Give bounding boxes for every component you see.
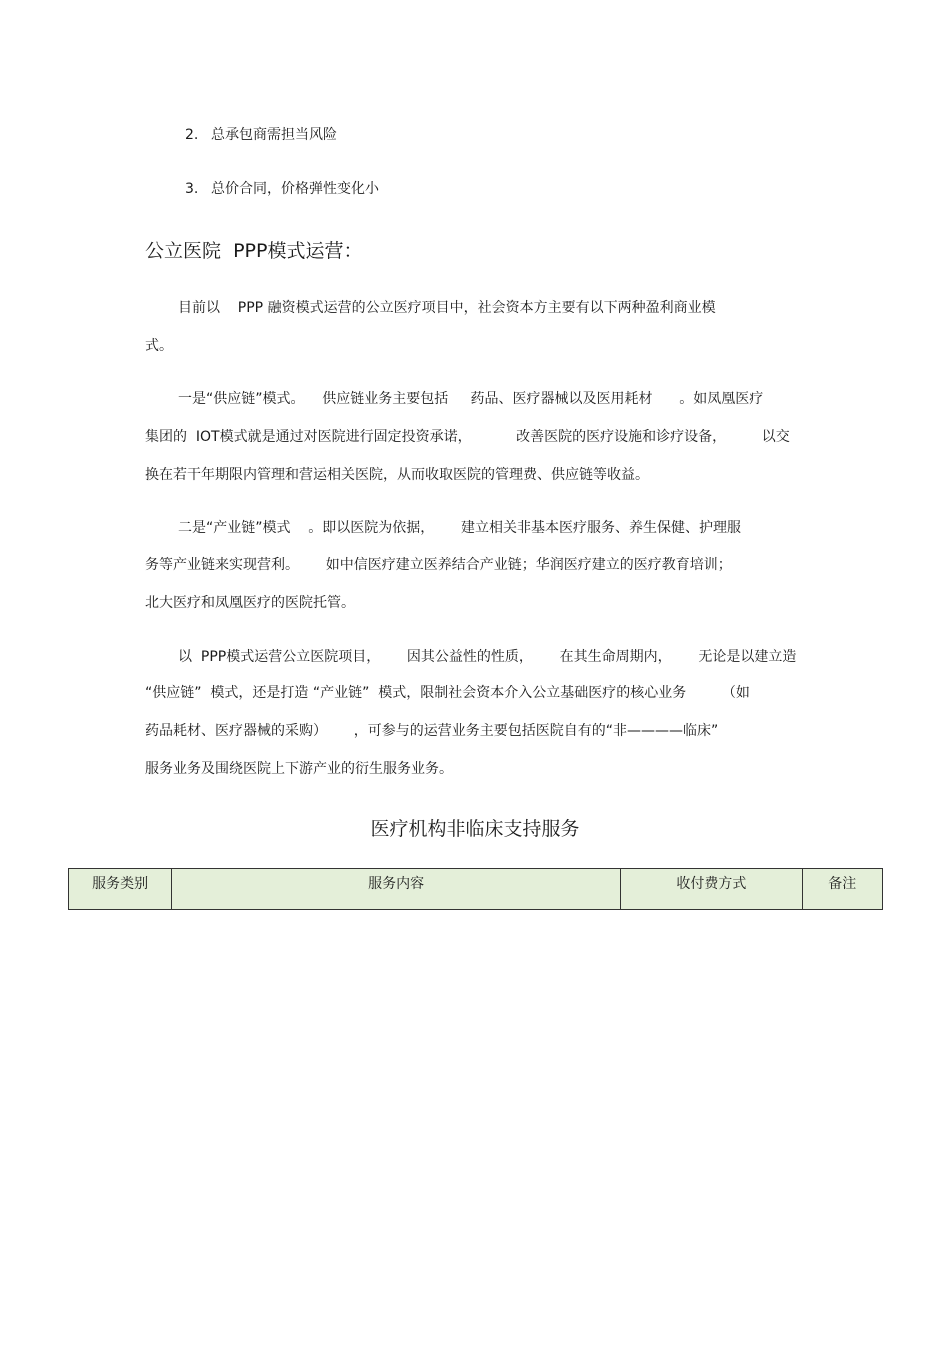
header-remarks: 备注 [802,869,882,910]
paragraph-line: 换在若干年期限内管理和营运相关医院，从而收取医院的管理费、供应链等收益。 [145,467,649,483]
list-item [185,180,379,198]
paragraph-line: 药品耗材、医疗器械的采购） ，可参与的运营业务主要包括医院自有的“非————临床” [145,723,719,739]
list-number: 3. [185,181,199,197]
paragraph-line: 集团的 IOT模式就是通过对医院进行固定投资承诺， 改善医院的医疗设施和诊疗设备， 以交 [145,429,790,445]
services-table [68,868,883,910]
paragraph-line: 式。 [145,338,173,354]
header-service-content: 服务内容 [172,869,621,910]
paragraph-line: 一是“供应链”模式。 供应链业务主要包括 药品、医疗器械以及医用耗材 。如凤凰医疗 [178,391,764,407]
list-text: 总价合同，价格弹性变化小 [211,181,379,197]
list-text: 总承包商需担当风险 [211,127,337,143]
paragraph-line: 以 PPP模式运营公立医院项目， 因其公益性的性质， 在其生命周期内， 无论是以建立造 [178,649,797,665]
list-item [185,126,337,144]
paragraph-line: 目前以 PPP 融资模式运营的公立医疗项目中，社会资本方主要有以下两种盈利商业模 [178,300,716,316]
header-payment-method: 收付费方式 [621,869,802,910]
paragraph-line: “供应链” 模式，还是打造 “产业链” 模式，限制社会资本介入公立基础医疗的核心业务 （如 [145,685,750,701]
paragraph-line: 北大医疗和凤凰医疗的医院托管。 [145,595,355,611]
paragraph-line: 务等产业链来实现营利。 如中信医疗建立医养结合产业链；华润医疗建立的医疗教育培训； [145,557,732,573]
list-number: 2. [185,127,199,143]
table-title: 医疗机构非临床支持服务 [370,818,580,840]
table-header-row [69,869,883,910]
section-heading: 公立医院 PPP模式运营： [145,240,363,262]
paragraph-line: 服务业务及围绕医院上下游产业的衍生服务业务。 [145,761,453,777]
header-service-category: 服务类别 [69,869,172,910]
paragraph-line: 二是“产业链”模式 。即以医院为依据， 建立相关非基本医疗服务、养生保健、护理服 [178,520,742,536]
